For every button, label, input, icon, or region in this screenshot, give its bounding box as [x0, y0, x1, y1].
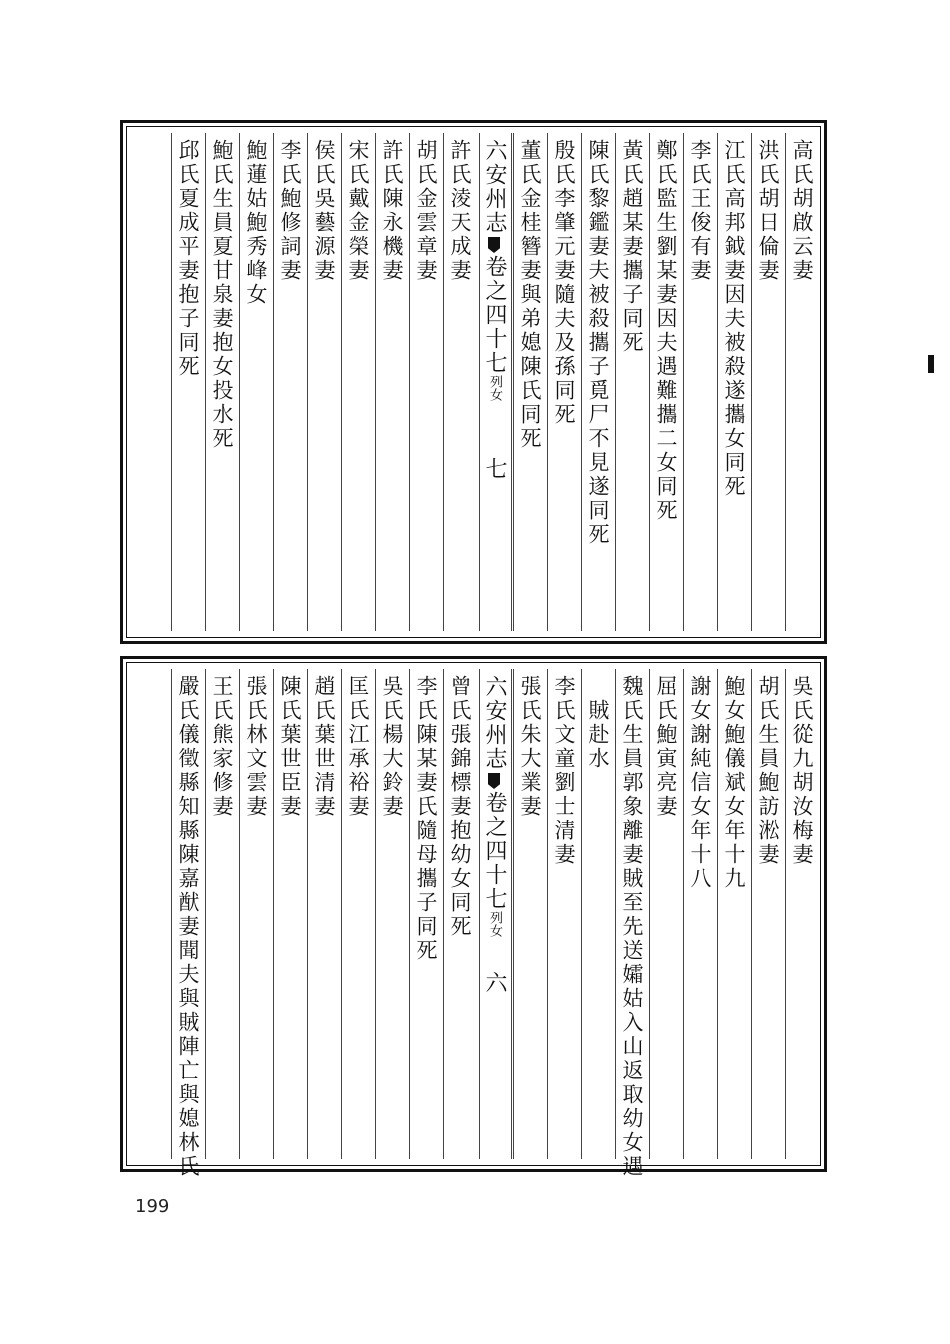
text-column: 許氏淩天成妻	[443, 133, 476, 631]
spine-page-number: 六	[482, 971, 507, 995]
text-column: 嚴氏儀徵縣知縣陳嘉猷妻聞夫與賊陣亡與媳林氏	[171, 669, 204, 1159]
text-column: 殷氏李肇元妻隨夫及孫同死	[547, 133, 580, 631]
text-column: 賊赴水	[581, 669, 614, 1159]
footer-page-number: 199	[135, 1196, 170, 1217]
text-column: 鮑女鮑儀斌女年十九	[717, 669, 750, 1159]
spine-section: 列女	[487, 911, 502, 937]
fish-tail-mark-icon	[488, 237, 500, 253]
text-column: 李氏文童劉士清妻	[547, 669, 580, 1159]
text-column: 李氏王俊有妻	[683, 133, 716, 631]
page-top	[120, 120, 827, 644]
text-column: 許氏陳永機妻	[375, 133, 408, 631]
text-column: 江氏高邦鉞妻因夫被殺遂攜女同死	[717, 133, 750, 631]
text-column: 魏氏生員郭象離妻賊至先送孀姑入山返取幼女遇	[615, 669, 648, 1159]
spine-section: 列女	[487, 375, 502, 401]
text-column: 匡氏江承裕妻	[341, 669, 374, 1159]
spine-title: 六安州志	[482, 139, 507, 235]
text-column: 屈氏鮑寅亮妻	[649, 669, 682, 1159]
text-column: 胡氏生員鮑訪淞妻	[751, 669, 784, 1159]
text-column: 李氏鮑修詞妻	[273, 133, 306, 631]
text-column: 邱氏夏成平妻抱子同死	[171, 133, 204, 631]
text-column: 高氏胡啟云妻	[785, 133, 818, 631]
text-column: 謝女謝純信女年十八	[683, 669, 716, 1159]
text-column: 黃氏趙某妻攜子同死	[615, 133, 648, 631]
text-column: 胡氏金雲章妻	[409, 133, 442, 631]
text-column: 宋氏戴金榮妻	[341, 133, 374, 631]
text-column: 鮑氏生員夏甘泉妻抱女投水死	[205, 133, 238, 631]
fish-tail-mark-icon	[488, 773, 500, 789]
text-column: 吳氏楊大鈴妻	[375, 669, 408, 1159]
spine-column	[479, 669, 512, 1159]
text-column: 趙氏葉世清妻	[307, 669, 340, 1159]
spine-volume: 卷之四十七	[482, 255, 507, 375]
text-column: 陳氏葉世臣妻	[273, 669, 306, 1159]
scan-edge-mark	[928, 355, 934, 373]
text-column: 董氏金桂簪妻與弟媳陳氏同死	[513, 133, 546, 631]
text-column: 李氏陳某妻氏隨母攜子同死	[409, 669, 442, 1159]
text-column: 曾氏張錦標妻抱幼女同死	[443, 669, 476, 1159]
page-bottom	[120, 656, 827, 1179]
text-column: 張氏朱大業妻	[513, 669, 546, 1159]
text-column: 洪氏胡日倫妻	[751, 133, 784, 631]
text-column: 侯氏吳藝源妻	[307, 133, 340, 631]
spine-page-number: 七	[482, 457, 507, 481]
text-column: 張氏林文雲妻	[239, 669, 272, 1159]
text-column: 鄭氏監生劉某妻因夫遇難攜二女同死	[649, 133, 682, 631]
text-column: 鮑蓮姑鮑秀峰女	[239, 133, 272, 631]
spine-column	[479, 133, 512, 631]
text-column: 陳氏黎鑑妻夫被殺攜子覓尸不見遂同死	[581, 133, 614, 631]
spine-title: 六安州志	[482, 675, 507, 771]
text-column: 吳氏從九胡汝梅妻	[785, 669, 818, 1159]
text-column: 王氏熊家修妻	[205, 669, 238, 1159]
spine-volume: 卷之四十七	[482, 791, 507, 911]
